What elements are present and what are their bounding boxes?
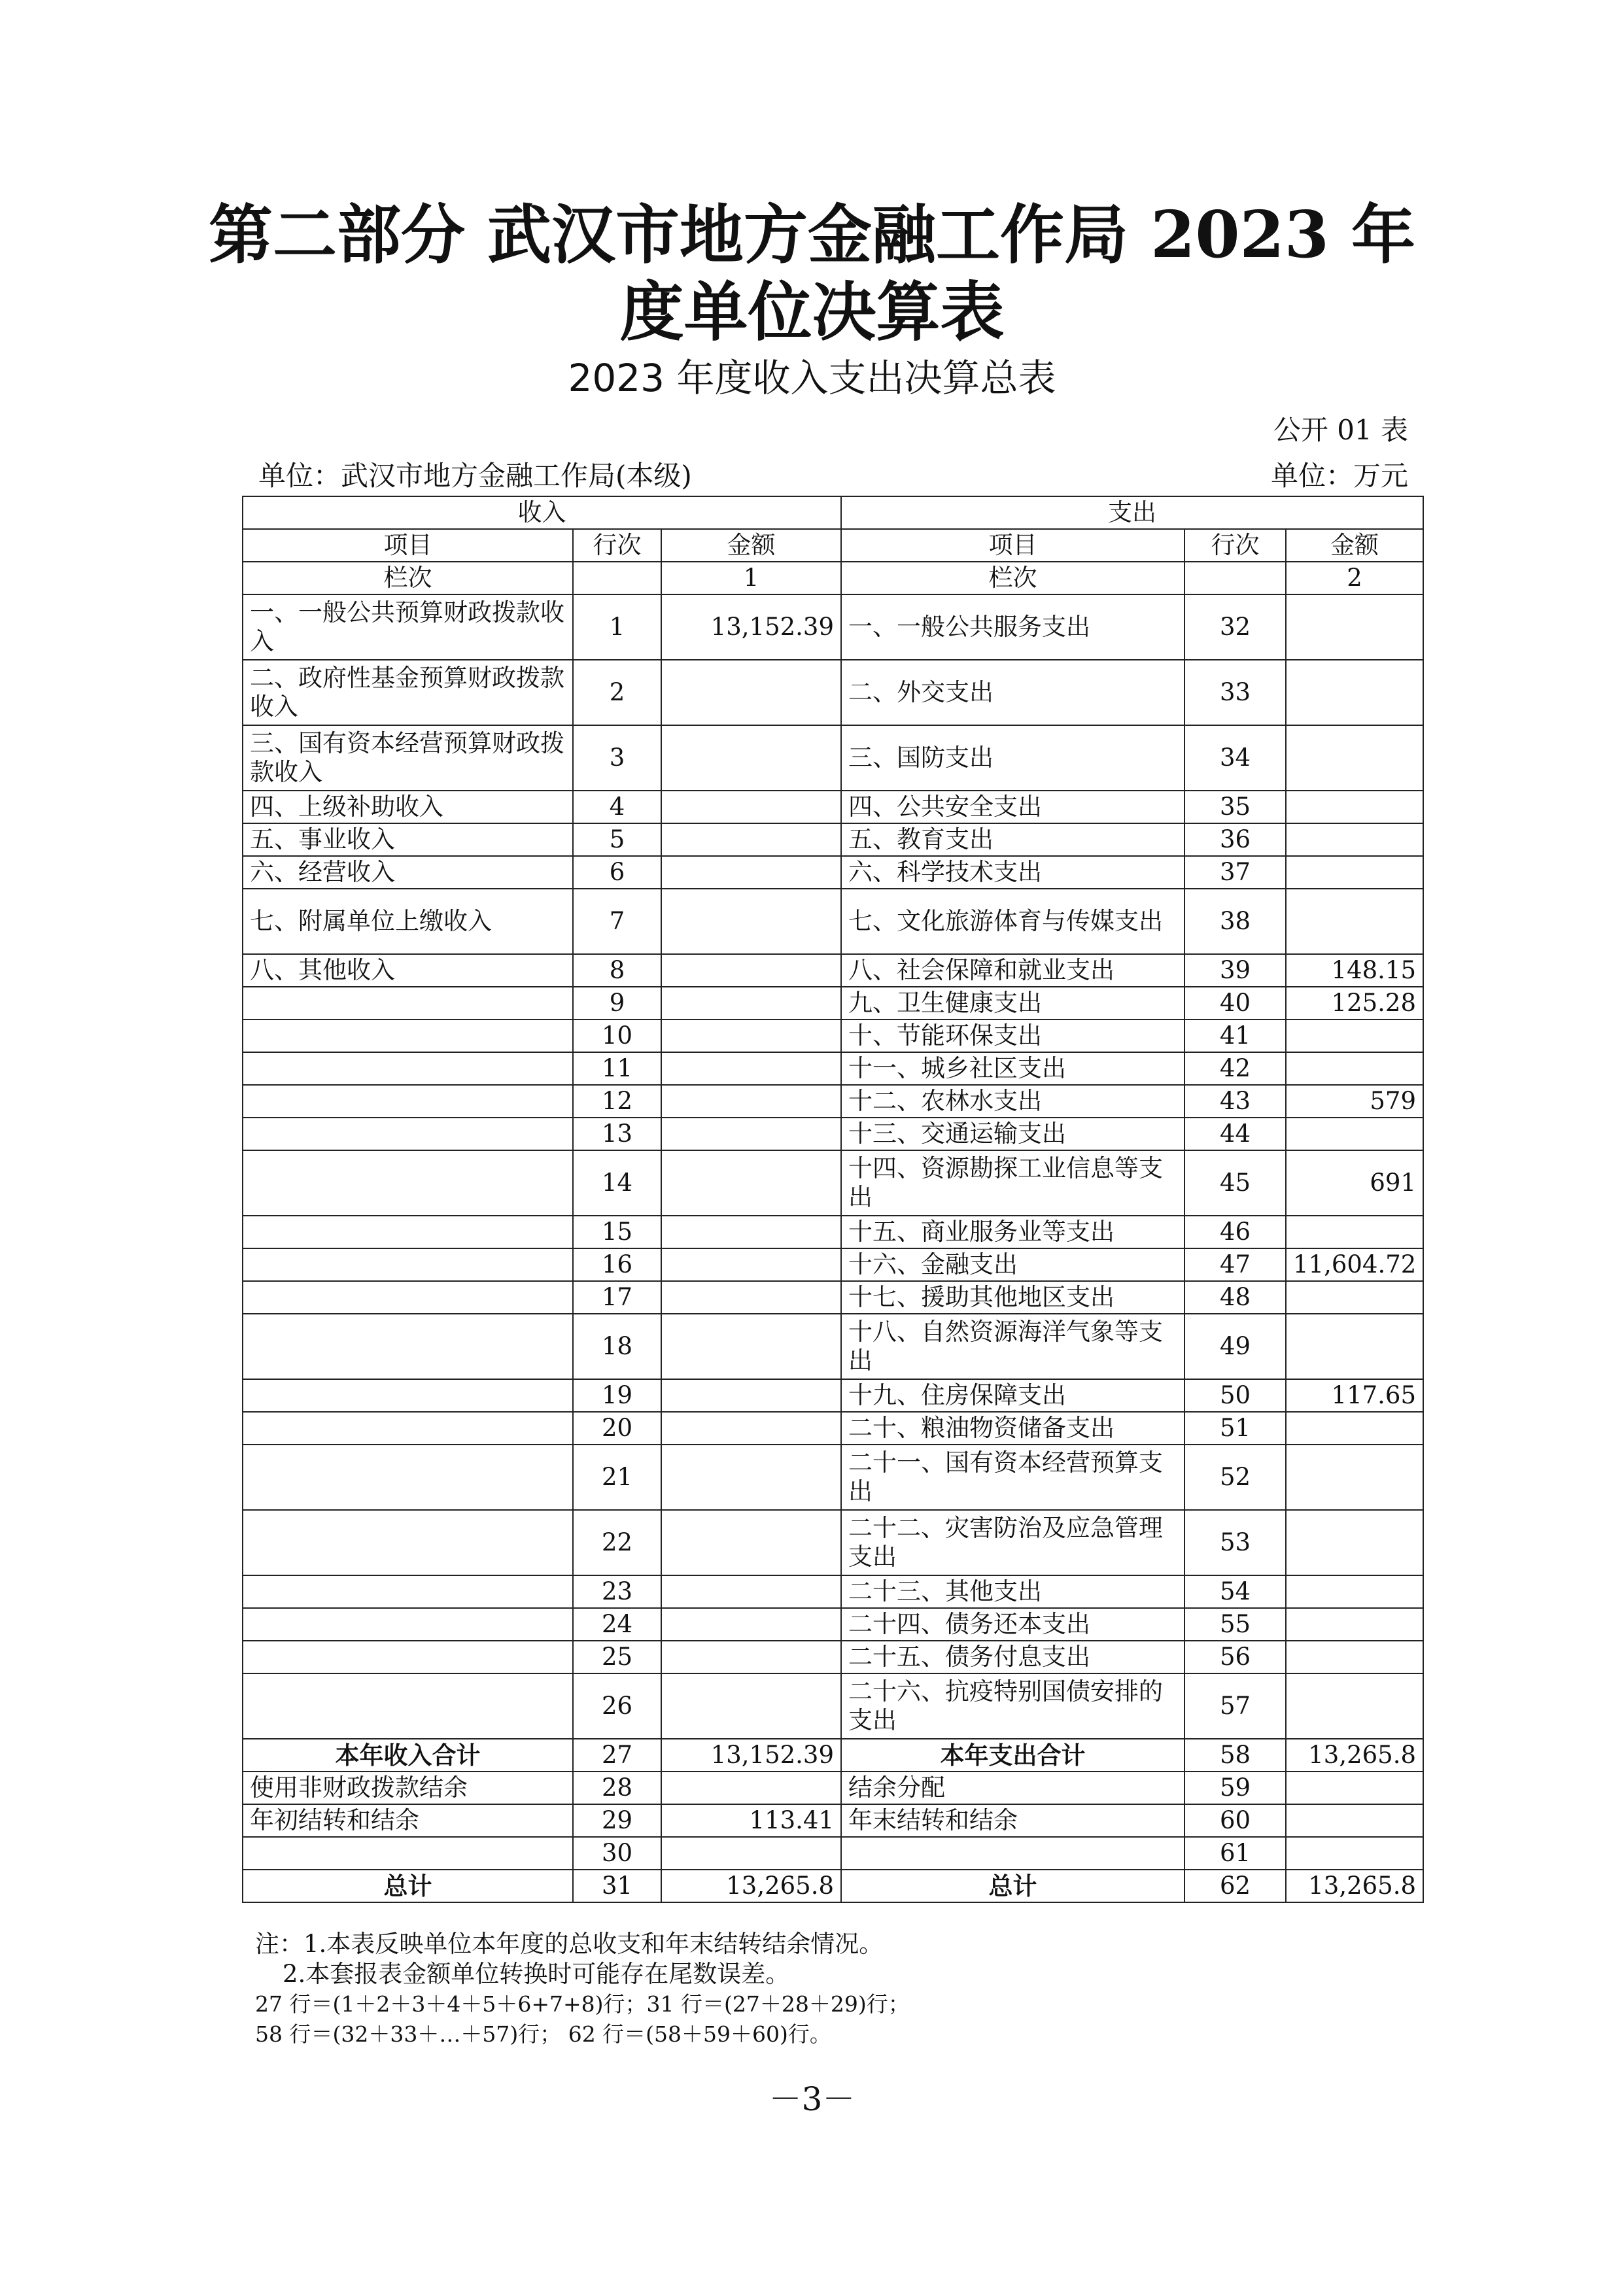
expense-amount-cell: 13,265.8 xyxy=(1286,1739,1423,1772)
income-row-no-cell: 9 xyxy=(573,987,661,1019)
income-amount-cell xyxy=(661,1673,841,1739)
income-amount-cell xyxy=(661,791,841,823)
income-amount-cell xyxy=(661,1608,841,1641)
expense-item-cell: 十八、自然资源海洋气象等支出 xyxy=(841,1314,1184,1379)
income-amount-cell xyxy=(661,1052,841,1085)
expense-item-cell: 十九、住房保障支出 xyxy=(841,1379,1184,1412)
table-row xyxy=(243,1085,1423,1118)
expense-row-no-cell: 38 xyxy=(1184,889,1286,954)
income-row-no-cell: 16 xyxy=(573,1248,661,1281)
expense-amount-cell xyxy=(1286,1575,1423,1608)
table-row xyxy=(243,1248,1423,1281)
income-row-no-cell: 20 xyxy=(573,1412,661,1445)
income-amount-cell xyxy=(661,1412,841,1445)
income-row-no-cell: 30 xyxy=(573,1837,661,1870)
income-row-no-cell: 22 xyxy=(573,1510,661,1575)
income-item-cell xyxy=(243,1085,573,1118)
column-number-2: 2 xyxy=(1286,562,1423,594)
expense-row-no-cell: 54 xyxy=(1184,1575,1286,1608)
income-amount-cell xyxy=(661,1641,841,1673)
expense-amount-cell: 13,265.8 xyxy=(1286,1870,1423,1902)
expense-item-cell: 十二、农林水支出 xyxy=(841,1085,1184,1118)
income-row-no-cell: 29 xyxy=(573,1804,661,1837)
income-amount-cell xyxy=(661,889,841,954)
expense-item-cell: 一、一般公共服务支出 xyxy=(841,594,1184,660)
expense-amount-cell xyxy=(1286,1772,1423,1804)
table-row xyxy=(243,791,1423,823)
income-amount-cell xyxy=(661,1379,841,1412)
expense-item-cell: 二、外交支出 xyxy=(841,660,1184,725)
expense-row-no-cell: 46 xyxy=(1184,1216,1286,1248)
col-expense-row-no: 行次 xyxy=(1184,529,1286,562)
table-row xyxy=(243,1412,1423,1445)
income-row-no-cell: 24 xyxy=(573,1608,661,1641)
expense-row-no-cell: 37 xyxy=(1184,856,1286,889)
income-item-cell xyxy=(243,1379,573,1412)
income-item-cell xyxy=(243,1575,573,1608)
expense-row-no-cell: 42 xyxy=(1184,1052,1286,1085)
income-row-no-cell: 10 xyxy=(573,1019,661,1052)
income-item-cell xyxy=(243,1216,573,1248)
expense-item-cell: 年末结转和结余 xyxy=(841,1804,1184,1837)
income-row-no-cell: 4 xyxy=(573,791,661,823)
expense-item-cell: 十三、交通运输支出 xyxy=(841,1118,1184,1150)
expense-amount-cell xyxy=(1286,1216,1423,1248)
income-row-no-cell: 23 xyxy=(573,1575,661,1608)
expense-item-cell: 八、社会保障和就业支出 xyxy=(841,954,1184,987)
income-item-cell xyxy=(243,1608,573,1641)
table-row xyxy=(243,1641,1423,1673)
col-income-amount: 金额 xyxy=(661,529,841,562)
expense-amount-cell xyxy=(1286,1804,1423,1837)
col-income-row-no: 行次 xyxy=(573,529,661,562)
expense-item-cell: 本年支出合计 xyxy=(841,1739,1184,1772)
expense-row-no-cell: 62 xyxy=(1184,1870,1286,1902)
income-amount-cell xyxy=(661,1772,841,1804)
expense-row-no-cell: 51 xyxy=(1184,1412,1286,1445)
note-2: 2.本套报表金额单位转换时可能存在尾数误差。 xyxy=(283,1960,790,1988)
expense-amount-cell xyxy=(1286,889,1423,954)
income-row-no-cell: 27 xyxy=(573,1739,661,1772)
expense-item-cell: 十七、援助其他地区支出 xyxy=(841,1281,1184,1314)
income-item-cell xyxy=(243,1281,573,1314)
income-row-no-cell: 17 xyxy=(573,1281,661,1314)
expense-amount-cell xyxy=(1286,791,1423,823)
table-row xyxy=(243,1673,1423,1739)
income-item-cell xyxy=(243,1837,573,1870)
income-row-no-cell: 25 xyxy=(573,1641,661,1673)
income-amount-cell xyxy=(661,1281,841,1314)
income-row-no-cell: 7 xyxy=(573,889,661,954)
expense-amount-cell xyxy=(1286,1314,1423,1379)
income-row-no-cell: 5 xyxy=(573,823,661,856)
income-row-no-cell: 15 xyxy=(573,1216,661,1248)
expense-row-no-cell: 57 xyxy=(1184,1673,1286,1739)
income-row-no-cell: 28 xyxy=(573,1772,661,1804)
table-row xyxy=(243,1379,1423,1412)
column-label-expense: 栏次 xyxy=(841,562,1184,594)
expense-item-cell: 三、国防支出 xyxy=(841,725,1184,791)
expense-row-no-cell: 52 xyxy=(1184,1445,1286,1510)
income-item-cell: 使用非财政拨款结余 xyxy=(243,1772,573,1804)
expense-item-cell: 二十五、债务付息支出 xyxy=(841,1641,1184,1673)
income-item-cell: 三、国有资本经营预算财政拨款收入 xyxy=(243,725,573,791)
col-expense-amount: 金额 xyxy=(1286,529,1423,562)
income-row-no-cell: 13 xyxy=(573,1118,661,1150)
income-row-no-cell: 18 xyxy=(573,1314,661,1379)
note-1: 注：1.本表反映单位本年度的总收支和年末结转结余情况。 xyxy=(255,1930,884,1958)
col-income-item: 项目 xyxy=(243,529,573,562)
income-item-cell xyxy=(243,1510,573,1575)
expense-row-no-cell: 41 xyxy=(1184,1019,1286,1052)
expense-row-no-cell: 50 xyxy=(1184,1379,1286,1412)
income-amount-cell xyxy=(661,823,841,856)
expense-row-no-cell: 53 xyxy=(1184,1510,1286,1575)
page-number: －3－ xyxy=(769,2080,855,2118)
table-row xyxy=(243,1804,1423,1837)
expense-row-no-cell: 59 xyxy=(1184,1772,1286,1804)
empty-cell xyxy=(573,562,661,594)
expense-amount-cell: 579 xyxy=(1286,1085,1423,1118)
expense-item-cell: 十、节能环保支出 xyxy=(841,1019,1184,1052)
expense-amount-cell xyxy=(1286,1510,1423,1575)
income-row-no-cell: 1 xyxy=(573,594,661,660)
income-amount-cell xyxy=(661,1150,841,1216)
expense-amount-cell xyxy=(1286,594,1423,660)
income-item-cell: 六、经营收入 xyxy=(243,856,573,889)
table-row xyxy=(243,1510,1423,1575)
expense-item-cell: 二十二、灾害防治及应急管理支出 xyxy=(841,1510,1184,1575)
expense-amount-cell xyxy=(1286,1118,1423,1150)
income-amount-cell: 113.41 xyxy=(661,1804,841,1837)
expense-item-cell: 九、卫生健康支出 xyxy=(841,987,1184,1019)
income-item-cell xyxy=(243,1445,573,1510)
income-amount-cell xyxy=(661,1216,841,1248)
table-row xyxy=(243,1772,1423,1804)
page-title-line1: 第二部分 武汉市地方金融工作局 2023 年 xyxy=(208,197,1416,273)
expense-amount-cell: 148.15 xyxy=(1286,954,1423,987)
expense-row-no-cell: 47 xyxy=(1184,1248,1286,1281)
income-item-cell xyxy=(243,987,573,1019)
income-row-no-cell: 19 xyxy=(573,1379,661,1412)
table-row xyxy=(243,1150,1423,1216)
expense-amount-cell xyxy=(1286,660,1423,725)
expense-row-no-cell: 43 xyxy=(1184,1085,1286,1118)
income-row-no-cell: 26 xyxy=(573,1673,661,1739)
income-item-cell xyxy=(243,1118,573,1150)
income-amount-cell: 13,152.39 xyxy=(661,594,841,660)
income-row-no-cell: 11 xyxy=(573,1052,661,1085)
income-item-cell xyxy=(243,1052,573,1085)
income-amount-cell xyxy=(661,1314,841,1379)
expense-amount-cell: 691 xyxy=(1286,1150,1423,1216)
expense-item-cell: 七、文化旅游体育与传媒支出 xyxy=(841,889,1184,954)
income-item-cell: 总计 xyxy=(243,1870,573,1902)
expense-row-no-cell: 40 xyxy=(1184,987,1286,1019)
expense-row-no-cell: 56 xyxy=(1184,1641,1286,1673)
income-item-cell xyxy=(243,1150,573,1216)
income-amount-cell xyxy=(661,1019,841,1052)
unit-currency: 单位：万元 xyxy=(1270,460,1408,492)
income-row-no-cell: 3 xyxy=(573,725,661,791)
expense-amount-cell xyxy=(1286,1052,1423,1085)
table-row xyxy=(243,856,1423,889)
income-item-cell xyxy=(243,1641,573,1673)
col-expense-item: 项目 xyxy=(841,529,1184,562)
expense-row-no-cell: 60 xyxy=(1184,1804,1286,1837)
empty-cell xyxy=(1184,562,1286,594)
expense-item-cell: 十四、资源勘探工业信息等支出 xyxy=(841,1150,1184,1216)
income-item-cell: 二、政府性基金预算财政拨款收入 xyxy=(243,660,573,725)
income-item-cell xyxy=(243,1248,573,1281)
expense-row-no-cell: 48 xyxy=(1184,1281,1286,1314)
table-row xyxy=(243,1445,1423,1510)
income-row-no-cell: 8 xyxy=(573,954,661,987)
income-row-no-cell: 31 xyxy=(573,1870,661,1902)
table-row xyxy=(243,1837,1423,1870)
expense-amount-cell xyxy=(1286,1673,1423,1739)
expense-item-cell: 六、科学技术支出 xyxy=(841,856,1184,889)
expense-item-cell: 十五、商业服务业等支出 xyxy=(841,1216,1184,1248)
notes xyxy=(255,1929,1419,2049)
expense-amount-cell xyxy=(1286,1281,1423,1314)
income-item-cell: 一、一般公共预算财政拨款收入 xyxy=(243,594,573,660)
expense-row-no-cell: 35 xyxy=(1184,791,1286,823)
table-row xyxy=(243,594,1423,660)
income-item-cell: 五、事业收入 xyxy=(243,823,573,856)
table-row xyxy=(243,1575,1423,1608)
expense-item-cell: 二十六、抗疫特别国债安排的支出 xyxy=(841,1673,1184,1739)
table-row xyxy=(243,1019,1423,1052)
table-title: 2023 年度收入支出决算总表 xyxy=(568,356,1056,400)
income-amount-cell xyxy=(661,856,841,889)
income-item-cell: 八、其他收入 xyxy=(243,954,573,987)
expense-row-no-cell: 39 xyxy=(1184,954,1286,987)
expense-amount-cell xyxy=(1286,1445,1423,1510)
income-amount-cell xyxy=(661,1575,841,1608)
formula-1: 27 行＝(1＋2＋3＋4＋5＋6+7+8)行；31 行＝(27＋28＋29)行； xyxy=(255,1991,910,2017)
income-header: 收入 xyxy=(243,496,841,529)
table-row xyxy=(243,1608,1423,1641)
expense-item-cell: 十一、城乡社区支出 xyxy=(841,1052,1184,1085)
income-amount-cell xyxy=(661,1118,841,1150)
income-amount-cell xyxy=(661,987,841,1019)
table-code: 公开 01 表 xyxy=(1273,414,1408,446)
table-row xyxy=(243,1118,1423,1150)
table-row xyxy=(243,1739,1423,1772)
unit-organization: 单位：武汉市地方金融工作局(本级) xyxy=(258,460,692,492)
expense-amount-cell xyxy=(1286,1641,1423,1673)
expense-item-cell: 总计 xyxy=(841,1870,1184,1902)
expense-row-no-cell: 45 xyxy=(1184,1150,1286,1216)
expense-row-no-cell: 49 xyxy=(1184,1314,1286,1379)
expense-amount-cell xyxy=(1286,823,1423,856)
income-amount-cell xyxy=(661,1248,841,1281)
expense-amount-cell xyxy=(1286,1608,1423,1641)
table-row xyxy=(243,1052,1423,1085)
page-title-line2: 度单位决算表 xyxy=(619,275,1005,350)
expense-item-cell: 十六、金融支出 xyxy=(841,1248,1184,1281)
formula-2: 58 行＝(32＋33＋…＋57)行； 62 行＝(58＋59＋60)行。 xyxy=(255,2021,831,2047)
table-row xyxy=(243,987,1423,1019)
income-amount-cell xyxy=(661,954,841,987)
table-row xyxy=(243,1870,1423,1902)
expense-row-no-cell: 36 xyxy=(1184,823,1286,856)
income-item-cell xyxy=(243,1673,573,1739)
table-row xyxy=(243,660,1423,725)
expense-amount-cell: 125.28 xyxy=(1286,987,1423,1019)
income-amount-cell: 13,265.8 xyxy=(661,1870,841,1902)
expense-row-no-cell: 58 xyxy=(1184,1739,1286,1772)
expense-amount-cell xyxy=(1286,856,1423,889)
expense-item-cell xyxy=(841,1837,1184,1870)
table-body xyxy=(243,594,1423,1902)
expense-row-no-cell: 44 xyxy=(1184,1118,1286,1150)
table-row xyxy=(243,889,1423,954)
income-item-cell xyxy=(243,1314,573,1379)
income-amount-cell xyxy=(661,1085,841,1118)
expense-amount-cell xyxy=(1286,725,1423,791)
expense-amount-cell: 117.65 xyxy=(1286,1379,1423,1412)
table-row xyxy=(243,1216,1423,1248)
income-amount-cell: 13,152.39 xyxy=(661,1739,841,1772)
income-amount-cell xyxy=(661,725,841,791)
expense-row-no-cell: 61 xyxy=(1184,1837,1286,1870)
expense-item-cell: 四、公共安全支出 xyxy=(841,791,1184,823)
income-item-cell xyxy=(243,1019,573,1052)
expense-header: 支出 xyxy=(841,496,1423,529)
expense-item-cell: 二十一、国有资本经营预算支出 xyxy=(841,1445,1184,1510)
income-row-no-cell: 2 xyxy=(573,660,661,725)
income-item-cell: 七、附属单位上缴收入 xyxy=(243,889,573,954)
expense-amount-cell xyxy=(1286,1412,1423,1445)
income-item-cell: 年初结转和结余 xyxy=(243,1804,573,1837)
column-number-1: 1 xyxy=(661,562,841,594)
table-row xyxy=(243,1314,1423,1379)
expense-item-cell: 结余分配 xyxy=(841,1772,1184,1804)
expense-row-no-cell: 34 xyxy=(1184,725,1286,791)
income-item-cell: 四、上级补助收入 xyxy=(243,791,573,823)
income-amount-cell xyxy=(661,1510,841,1575)
expense-amount-cell xyxy=(1286,1837,1423,1870)
income-row-no-cell: 6 xyxy=(573,856,661,889)
income-item-cell: 本年收入合计 xyxy=(243,1739,573,1772)
expense-amount-cell xyxy=(1286,1019,1423,1052)
expense-row-no-cell: 33 xyxy=(1184,660,1286,725)
expense-item-cell: 五、教育支出 xyxy=(841,823,1184,856)
income-amount-cell xyxy=(661,1445,841,1510)
income-row-no-cell: 12 xyxy=(573,1085,661,1118)
income-amount-cell xyxy=(661,660,841,725)
expense-item-cell: 二十三、其他支出 xyxy=(841,1575,1184,1608)
expense-row-no-cell: 55 xyxy=(1184,1608,1286,1641)
income-item-cell xyxy=(243,1412,573,1445)
expense-amount-cell: 11,604.72 xyxy=(1286,1248,1423,1281)
expense-row-no-cell: 32 xyxy=(1184,594,1286,660)
expense-item-cell: 二十、粮油物资储备支出 xyxy=(841,1412,1184,1445)
table-row xyxy=(243,823,1423,856)
income-row-no-cell: 21 xyxy=(573,1445,661,1510)
table-row xyxy=(243,954,1423,987)
table-row xyxy=(243,725,1423,791)
expense-item-cell: 二十四、债务还本支出 xyxy=(841,1608,1184,1641)
table-row xyxy=(243,1281,1423,1314)
income-amount-cell xyxy=(661,1837,841,1870)
income-expense-table xyxy=(242,496,1424,1903)
column-label-income: 栏次 xyxy=(243,562,573,594)
income-row-no-cell: 14 xyxy=(573,1150,661,1216)
